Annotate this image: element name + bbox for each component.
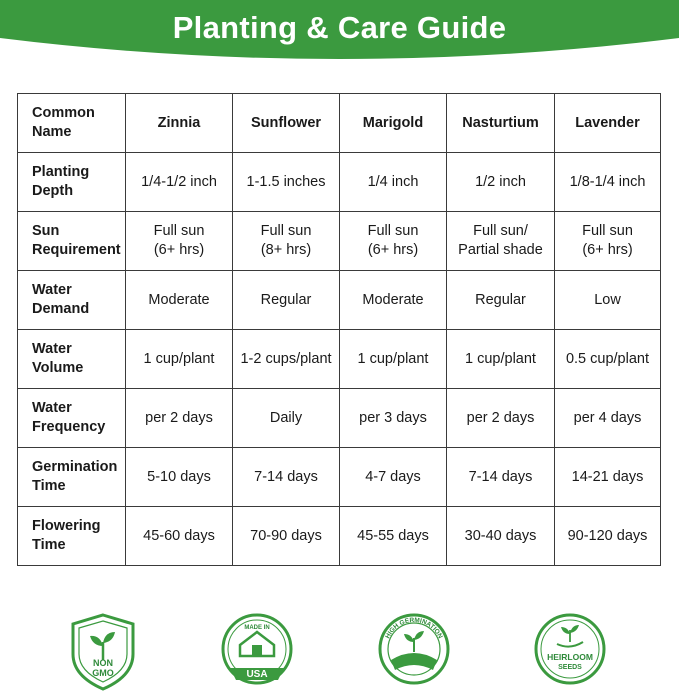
sprout-field-icon bbox=[377, 612, 451, 692]
table-cell: per 3 days bbox=[340, 389, 447, 448]
table-cell: 70-90 days bbox=[233, 507, 340, 566]
row-header-line: Demand bbox=[32, 301, 90, 317]
badge-label-line: SEEDS bbox=[558, 664, 582, 671]
row-header-line: Frequency bbox=[32, 419, 106, 435]
cell-line: Full sun bbox=[153, 223, 205, 239]
table-cell bbox=[447, 212, 555, 271]
column-header: Nasturtium bbox=[447, 94, 555, 153]
row-header-line: Depth bbox=[32, 183, 74, 199]
cell-line: Full sun bbox=[582, 223, 633, 239]
row-header bbox=[18, 212, 126, 271]
table-cell: 45-55 days bbox=[340, 507, 447, 566]
cell-line: Full sun/ bbox=[473, 223, 528, 239]
cell-line: (8+ hrs) bbox=[260, 242, 312, 258]
table-cell: 0.5 cup/plant bbox=[555, 330, 661, 389]
row-header-line: Flowering bbox=[32, 518, 101, 534]
table-cell: 1/8-1/4 inch bbox=[555, 153, 661, 212]
row-header-line: Water bbox=[32, 341, 72, 357]
column-header: Lavender bbox=[555, 94, 661, 153]
row-header-line: Time bbox=[32, 478, 66, 494]
table-cell: 1-2 cups/plant bbox=[233, 330, 340, 389]
table-cell: Daily bbox=[233, 389, 340, 448]
table-cell: 1/4-1/2 inch bbox=[126, 153, 233, 212]
row-header-line: Planting bbox=[32, 164, 90, 180]
table-row bbox=[18, 448, 661, 507]
table-row bbox=[18, 389, 661, 448]
column-header: Sunflower bbox=[233, 94, 340, 153]
table-cell: 1 cup/plant bbox=[126, 330, 233, 389]
table-cell: per 4 days bbox=[555, 389, 661, 448]
table-cell: 7-14 days bbox=[233, 448, 340, 507]
heirloom-seeds-badge bbox=[533, 612, 607, 692]
badge-label-top: MADE IN bbox=[244, 625, 270, 631]
row-header-line: Sun bbox=[32, 223, 60, 239]
row-header bbox=[18, 507, 126, 566]
table-header-row bbox=[18, 94, 661, 153]
table-cell: 1 cup/plant bbox=[340, 330, 447, 389]
row-header bbox=[18, 330, 126, 389]
table-cell: 30-40 days bbox=[447, 507, 555, 566]
table-cell: Regular bbox=[447, 271, 555, 330]
badge-label-bottom: USA bbox=[246, 669, 268, 680]
cell-line: (6+ hrs) bbox=[367, 242, 419, 258]
table-cell: 7-14 days bbox=[447, 448, 555, 507]
table-cell: Low bbox=[555, 271, 661, 330]
table-row bbox=[18, 507, 661, 566]
table-cell: 4-7 days bbox=[340, 448, 447, 507]
table-cell bbox=[340, 212, 447, 271]
row-header-line: Water bbox=[32, 400, 72, 416]
table-cell: Regular bbox=[233, 271, 340, 330]
table-cell bbox=[126, 212, 233, 271]
cell-line: (6+ hrs) bbox=[153, 242, 205, 258]
row-header-line: Volume bbox=[32, 360, 84, 376]
page-title: Planting & Care Guide bbox=[172, 10, 507, 45]
table-cell: Moderate bbox=[340, 271, 447, 330]
table-cell: 45-60 days bbox=[126, 507, 233, 566]
cell-line: Partial shade bbox=[458, 242, 543, 258]
row-header-line: Requirement bbox=[32, 242, 121, 258]
made-in-usa-badge bbox=[220, 612, 294, 692]
table-row bbox=[18, 153, 661, 212]
cell-line: (6+ hrs) bbox=[582, 242, 633, 258]
table-cell bbox=[233, 212, 340, 271]
badge-label-line: GMO bbox=[92, 668, 114, 678]
row-header bbox=[18, 448, 126, 507]
cell-line: Full sun bbox=[367, 223, 419, 239]
row-header-line: Germination bbox=[32, 459, 118, 475]
header-banner bbox=[0, 0, 679, 66]
row-header bbox=[18, 271, 126, 330]
table-cell: 1/4 inch bbox=[340, 153, 447, 212]
row-header-line: Water bbox=[32, 282, 72, 298]
high-germination-badge bbox=[377, 612, 451, 692]
column-header-label: Common Name bbox=[32, 105, 95, 140]
badge-row bbox=[0, 612, 679, 696]
badge-label-line: HEIRLOOM bbox=[547, 652, 593, 662]
row-header bbox=[18, 153, 126, 212]
table-cell: 5-10 days bbox=[126, 448, 233, 507]
badge-arc-text: HIGH GERMINATION bbox=[384, 616, 444, 640]
table-cell: per 2 days bbox=[126, 389, 233, 448]
badge-label-line: NON bbox=[93, 658, 113, 668]
table-cell bbox=[555, 212, 661, 271]
column-header: Marigold bbox=[340, 94, 447, 153]
table-cell: 14-21 days bbox=[555, 448, 661, 507]
table-row bbox=[18, 212, 661, 271]
table-cell: per 2 days bbox=[447, 389, 555, 448]
cell-line: Full sun bbox=[260, 223, 312, 239]
table-cell: 1 cup/plant bbox=[447, 330, 555, 389]
care-guide-table bbox=[17, 93, 661, 566]
row-header bbox=[18, 389, 126, 448]
column-header: Zinnia bbox=[126, 94, 233, 153]
table-cell: 90-120 days bbox=[555, 507, 661, 566]
table-cell: 1/2 inch bbox=[447, 153, 555, 212]
table-row bbox=[18, 330, 661, 389]
non-gmo-badge bbox=[69, 612, 137, 692]
row-header-line: Time bbox=[32, 537, 66, 553]
table-cell: 1-1.5 inches bbox=[233, 153, 340, 212]
table-row bbox=[18, 271, 661, 330]
column-header bbox=[18, 94, 126, 153]
table-cell: Moderate bbox=[126, 271, 233, 330]
shield-icon bbox=[69, 612, 137, 692]
